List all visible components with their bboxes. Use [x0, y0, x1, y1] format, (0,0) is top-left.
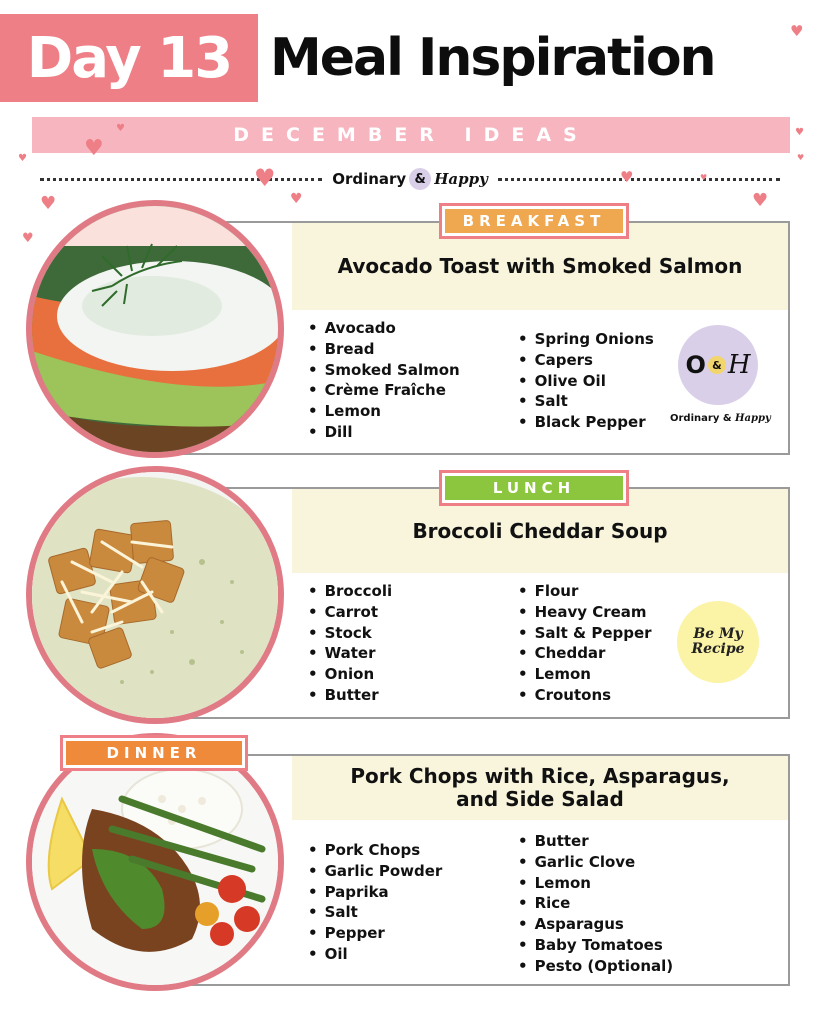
- logo-caption-amp: &: [722, 413, 732, 424]
- breakfast-label: [439, 203, 629, 239]
- list-item: • Salt & Pepper: [518, 623, 652, 644]
- logo-line-2: Recipe: [691, 641, 745, 657]
- logo-letter-h: H: [727, 350, 751, 380]
- list-item: • Broccoli: [308, 581, 392, 602]
- list-item: • Asparagus: [518, 914, 673, 935]
- day-label: Day 13: [26, 25, 232, 91]
- list-item: • Butter: [518, 831, 673, 852]
- lunch-ingredients-left: [308, 581, 392, 706]
- list-item: • Spring Onions: [518, 329, 654, 350]
- heart-icon: ♥: [84, 136, 104, 161]
- lunch-title: Broccoli Cheddar Soup: [412, 518, 668, 543]
- list-item: • Oil: [308, 944, 442, 965]
- heart-icon: ♥: [254, 164, 276, 192]
- day-badge: [0, 14, 258, 102]
- list-item: • Garlic Clove: [518, 852, 673, 873]
- lunch-label: [439, 470, 629, 506]
- list-item: • Onion: [308, 664, 392, 685]
- list-item: • Crème Fraîche: [308, 380, 460, 401]
- dotted-line-right: [498, 178, 780, 181]
- list-item: • Avocado: [308, 318, 460, 339]
- list-item: • Bread: [308, 339, 460, 360]
- logo-ampersand: &: [708, 356, 726, 374]
- dinner-title-band: [292, 756, 788, 820]
- heart-icon: ♥: [116, 123, 125, 134]
- list-item: • Baby Tomatoes: [518, 935, 673, 956]
- list-item: • Dill: [308, 422, 460, 443]
- list-item: • Salt: [518, 391, 654, 412]
- list-item: • Paprika: [308, 882, 442, 903]
- page-title: Meal Inspiration: [270, 28, 715, 88]
- list-item: • Rice: [518, 893, 673, 914]
- list-item: • Pesto (Optional): [518, 956, 673, 977]
- breakfast-label-text: BREAKFAST: [445, 209, 623, 233]
- list-item: • Butter: [308, 685, 392, 706]
- list-item: • Capers: [518, 350, 654, 371]
- dinner-title-line-2: and Side Salad: [456, 787, 624, 811]
- brand-divider: [30, 163, 790, 195]
- list-item: • Smoked Salmon: [308, 360, 460, 381]
- breakfast-ingredients-left: [308, 318, 460, 443]
- breakfast-ingredients-right: [518, 329, 654, 433]
- avocado-toast-photo: [26, 200, 284, 458]
- list-item: • Lemon: [308, 401, 460, 422]
- heart-icon: ♥: [40, 193, 57, 214]
- subtitle-banner: [32, 117, 790, 153]
- list-item: • Carrot: [308, 602, 392, 623]
- list-item: • Heavy Cream: [518, 602, 652, 623]
- logo-caption: [670, 413, 771, 424]
- heart-icon: ♥: [795, 127, 804, 138]
- dinner-label-text: DINNER: [66, 741, 242, 765]
- lunch-label-text: LUNCH: [445, 476, 623, 500]
- logo-caption-name: Ordinary: [670, 413, 720, 424]
- brand-name: Ordinary: [332, 170, 407, 188]
- list-item: • Lemon: [518, 664, 652, 685]
- ordinary-happy-logo: [678, 325, 758, 405]
- heart-icon: ♥: [752, 190, 769, 211]
- logo-caption-script: Happy: [735, 413, 771, 424]
- heart-icon: ♥: [22, 231, 34, 246]
- list-item: • Croutons: [518, 685, 652, 706]
- breakfast-title: Avocado Toast with Smoked Salmon: [337, 254, 743, 278]
- heart-icon: ♥: [790, 22, 804, 40]
- pork-chops-photo: [26, 733, 284, 991]
- heart-icon: ♥: [290, 191, 303, 207]
- dinner-label: [60, 735, 248, 771]
- list-item: • Cheddar: [518, 643, 652, 664]
- logo-letter-o: O: [685, 351, 706, 379]
- heart-icon: ♥: [620, 168, 634, 186]
- dinner-ingredients-left: [308, 840, 442, 965]
- dotted-line-left: [40, 178, 322, 181]
- list-item: • Water: [308, 643, 392, 664]
- list-item: • Stock: [308, 623, 392, 644]
- list-item: • Pepper: [308, 923, 442, 944]
- brand-script: Happy: [434, 170, 488, 188]
- be-my-recipe-logo: [677, 601, 759, 683]
- brand-ampersand: &: [409, 168, 431, 190]
- broccoli-soup-photo: [26, 466, 284, 724]
- lunch-ingredients-right: [518, 581, 652, 706]
- list-item: • Olive Oil: [518, 371, 654, 392]
- list-item: • Garlic Powder: [308, 861, 442, 882]
- heart-icon: ♥: [797, 153, 805, 162]
- heart-icon: ♥: [18, 153, 27, 164]
- list-item: • Black Pepper: [518, 412, 654, 433]
- heart-icon: ♥: [700, 173, 708, 182]
- logo-line-1: Be My: [693, 626, 743, 643]
- brand-logo: [332, 168, 488, 190]
- subtitle-text: DECEMBER IDEAS: [233, 124, 589, 146]
- dinner-title-line-1: Pork Chops with Rice, Asparagus,: [350, 764, 730, 788]
- list-item: • Salt: [308, 902, 442, 923]
- list-item: • Pork Chops: [308, 840, 442, 861]
- list-item: • Lemon: [518, 873, 673, 894]
- dinner-ingredients-right: [518, 831, 673, 977]
- list-item: • Flour: [518, 581, 652, 602]
